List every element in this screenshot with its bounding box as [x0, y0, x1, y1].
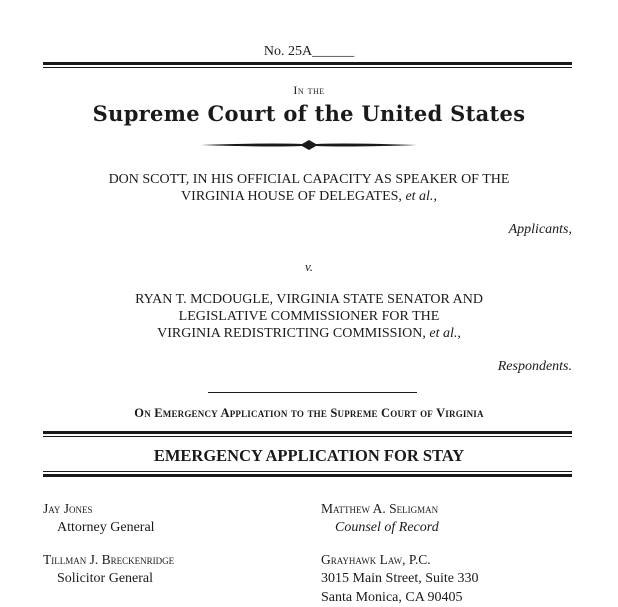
- counsel-name: Tillman J. Breckenridge: [43, 552, 175, 567]
- applicants-role: Applicants,: [508, 222, 572, 237]
- versus: v.: [304, 259, 314, 274]
- docket-number: No. 25A______: [263, 44, 355, 59]
- respondents-caption: [0, 291, 618, 342]
- respondents-line-2: LEGISLATIVE COMMISSIONER FOR THE: [178, 309, 440, 324]
- applicants-line-1: DON SCOTT, IN HIS OFFICIAL CAPACITY AS SPEAKER OF THE: [108, 172, 510, 187]
- title-rule-top-thick: [43, 431, 572, 434]
- address-line-1: 3015 Main Street, Suite 330: [321, 571, 479, 586]
- short-rule: [208, 392, 417, 393]
- applicants-caption: [0, 171, 618, 205]
- on-application-line: On Emergency Application to the Supreme Court of Virginia: [134, 406, 484, 420]
- title-rule-top-thin: [43, 436, 572, 437]
- header-rule-thick: [43, 62, 572, 65]
- address-line-2: Santa Monica, CA 90405: [321, 590, 463, 605]
- counsel-role: Attorney General: [57, 520, 155, 535]
- header-rule-thin: [43, 67, 572, 68]
- respondents-line-3: VIRGINIA REDISTRICTING COMMISSION, et al.,: [157, 326, 461, 341]
- counsel-of-record: [321, 499, 439, 537]
- firm-address-block: [321, 550, 479, 607]
- court-name: Supreme Court of the United States: [92, 101, 526, 126]
- respondents-role: Respondents.: [497, 359, 572, 374]
- court-intro: In the: [293, 83, 325, 97]
- document-title: EMERGENCY APPLICATION FOR STAY: [153, 446, 465, 465]
- firm-name: Grayhawk Law, P.C.: [321, 552, 431, 567]
- ornamental-divider: [0, 138, 618, 152]
- counsel-role: Solicitor General: [57, 571, 154, 586]
- counsel-role: Counsel of Record: [335, 520, 439, 535]
- counsel-solicitor-general: [43, 550, 174, 588]
- title-rule-bottom-thick: [43, 474, 572, 477]
- applicants-line-2: VIRGINIA HOUSE OF DELEGATES, et al.,: [181, 189, 437, 204]
- counsel-attorney-general: [43, 499, 155, 537]
- counsel-name: Jay Jones: [43, 501, 93, 516]
- respondents-line-1: RYAN T. MCDOUGLE, VIRGINIA STATE SENATOR AND: [135, 292, 483, 307]
- title-rule-bottom-thin: [43, 471, 572, 472]
- counsel-name: Matthew A. Seligman: [321, 501, 439, 516]
